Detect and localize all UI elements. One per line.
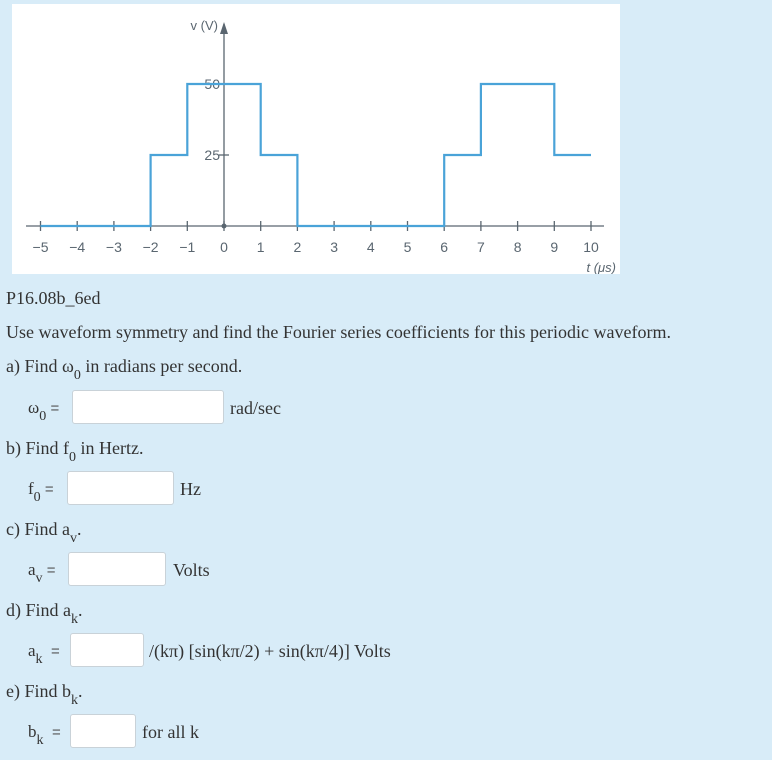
x-tick-label: 2 <box>293 239 302 255</box>
x-tick-label: 5 <box>403 239 412 255</box>
ak-unit: /(kπ) [sin(kπ/2) + sin(kπ/4)] Volts <box>149 641 391 661</box>
f0-label: $f_0$ = <box>28 479 54 505</box>
question-e-prompt: e) Find $b_k$. <box>6 681 83 708</box>
waveform-series-line <box>41 84 592 226</box>
ak-input[interactable] <box>70 633 144 667</box>
omega0-unit: rad/sec <box>230 398 281 418</box>
f0-input[interactable] <box>67 471 174 505</box>
x-tick-label: 8 <box>513 239 522 255</box>
omega0-label: $\omega_0$ = <box>28 398 60 424</box>
question-d-prompt: d) Find $a_k$. <box>6 600 83 627</box>
instructions-text: Use waveform symmetry and find the Fourier series coefficients for this periodic waveform. <box>6 322 671 342</box>
x-tick-label: 4 <box>366 239 375 255</box>
x-tick-label: −4 <box>69 239 86 255</box>
waveform-chart <box>12 4 620 274</box>
av-unit: Volts <box>173 560 210 580</box>
bk-unit: for all k <box>142 722 199 742</box>
x-tick-label: −1 <box>179 239 196 255</box>
ak-label: $a_k$ = <box>28 641 60 667</box>
bk-label: $b_k$ = <box>28 722 61 748</box>
y-tick-label: 50 <box>204 76 220 92</box>
f0-unit: Hz <box>180 479 201 499</box>
av-input[interactable] <box>68 552 166 586</box>
x-axis-label: t (μs) <box>586 260 616 274</box>
origin-dot <box>222 224 227 229</box>
x-tick-label: 0 <box>220 239 228 255</box>
x-tick-label: 3 <box>330 239 338 255</box>
waveform-figure <box>12 4 620 274</box>
x-tick-label: −2 <box>142 239 159 255</box>
omega0-input[interactable] <box>72 390 224 424</box>
x-tick-label: 9 <box>550 239 559 255</box>
question-c-prompt: c) Find $a_v$. <box>6 519 82 546</box>
y-tick-label: 25 <box>204 147 220 163</box>
x-tick-label: 10 <box>583 239 599 255</box>
av-label: $a_v$ = <box>28 560 56 586</box>
problem-id: P16.08b_6ed <box>6 288 101 308</box>
x-tick-label: 1 <box>256 239 265 255</box>
x-tick-label: −5 <box>32 239 49 255</box>
x-tick-label: 6 <box>440 239 449 255</box>
x-tick-label: 7 <box>477 239 485 255</box>
y-axis-label: v (V) <box>190 18 218 33</box>
question-a-prompt: a) Find $\omega_0$ in radians per second. <box>6 356 243 383</box>
x-tick-label: −3 <box>105 239 122 255</box>
y-axis-arrow <box>220 22 228 34</box>
question-b-prompt: b) Find $f_0$ in Hertz. <box>6 438 144 465</box>
bk-input[interactable] <box>70 714 136 748</box>
